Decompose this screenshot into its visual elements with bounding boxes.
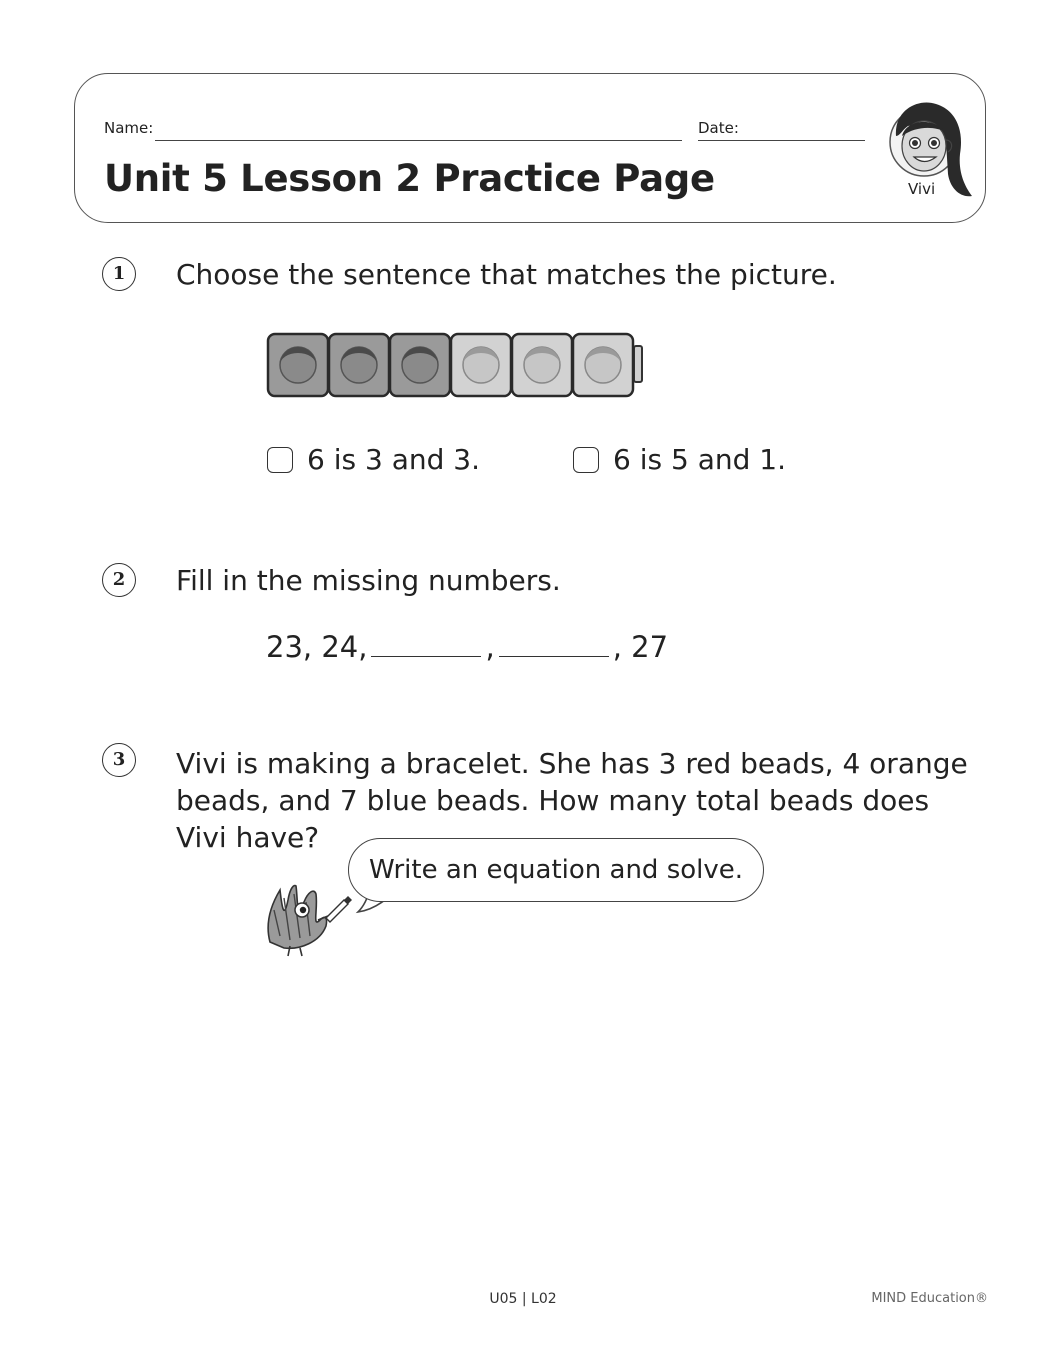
footer-lesson-code: U05 | L02 <box>489 1291 557 1307</box>
name-field[interactable] <box>155 140 682 141</box>
question-number-3: 3 <box>102 743 136 777</box>
choice-a-label: 6 is 3 and 3. <box>307 443 480 476</box>
scribble-mascot-image <box>260 880 360 960</box>
linking-cubes-image <box>266 332 646 398</box>
sequence-end: , 27 <box>612 630 669 664</box>
date-field[interactable] <box>698 140 865 141</box>
hint-speech-bubble <box>348 838 764 902</box>
cube-2-dark <box>329 334 389 396</box>
hint-text: Write an equation and solve. <box>368 855 744 885</box>
cube-1-dark <box>268 334 328 396</box>
cube-3-dark <box>390 334 450 396</box>
page-title: Unit 5 Lesson 2 Practice Page <box>104 157 715 200</box>
sequence-start: 23, 24, <box>266 630 368 664</box>
name-label: Name: <box>104 119 154 137</box>
question-1-prompt: Choose the sentence that matches the picture. <box>176 258 837 291</box>
choice-b-label: 6 is 5 and 1. <box>613 443 786 476</box>
blank-2[interactable] <box>499 630 609 657</box>
question-number-1: 1 <box>102 257 136 291</box>
cube-4-light <box>451 334 511 396</box>
choice-a[interactable] <box>267 443 480 476</box>
choice-b-checkbox[interactable] <box>573 447 599 473</box>
cube-6-light <box>573 334 633 396</box>
date-label: Date: <box>698 119 739 137</box>
choice-b[interactable] <box>573 443 786 476</box>
mascot-name: Vivi <box>908 180 936 198</box>
cube-5-light <box>512 334 572 396</box>
header-box <box>74 73 986 223</box>
question-number-2: 2 <box>102 563 136 597</box>
number-sequence <box>266 630 668 664</box>
choice-a-checkbox[interactable] <box>267 447 293 473</box>
sequence-separator: , <box>485 630 495 664</box>
footer-brand: MIND Education® <box>871 1291 988 1306</box>
question-2-prompt: Fill in the missing numbers. <box>176 564 561 597</box>
blank-1[interactable] <box>371 630 481 657</box>
question-3-prompt: Vivi is making a bracelet. She has 3 red beads, 4 orange beads, and 7 blue beads. How many total beads does Vivi have? <box>176 747 968 854</box>
